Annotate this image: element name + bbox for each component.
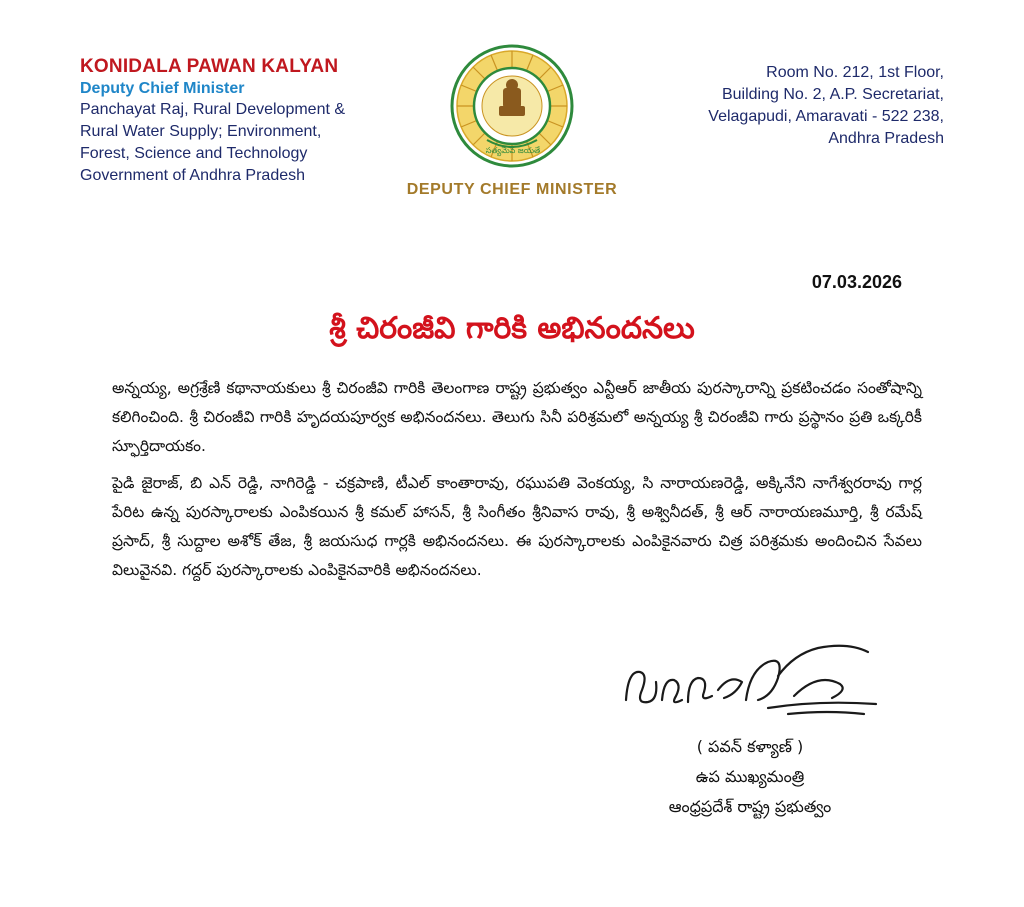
signatory-government: ఆంధ్రప్రదేశ్ రాష్ట్ర ప్రభుత్వం bbox=[668, 797, 832, 816]
letterhead-address bbox=[624, 62, 944, 150]
letter-date: 07.03.2026 bbox=[811, 272, 902, 292]
designation: Deputy Chief Minister bbox=[80, 80, 245, 97]
address-line: Velagapudi, Amaravati - 522 238, bbox=[708, 108, 944, 125]
address-line: Room No. 212, 1st Floor, bbox=[766, 64, 944, 81]
letterhead-left bbox=[80, 56, 400, 187]
body-paragraph: పైడి జైరాజ్, బి ఎన్ రెడ్డి, నాగిరెడ్డి - చక్రపాణి, టీఎల్ కాంతారావు, రఘుపతి వెంకయ్య, సి నారాయణరెడ్డి, అక్కినేని నాగేశ్వరరావు గార్ల పేరిట ఉన్న పురస్కారాలకు ఎంపికయిన శ్రీ కమల్ హాసన్, శ్రీ సింగీతం శ్రీనివాస రావు, శ్రీ అశ్వినీదత్, శ్రీ ఆర్ నారాయణమూర్తి, శ్రీ రమేష్ ప్రసాద్, శ్రీ సుద్దాల అశోక్ తేజ, శ్రీ జయసుధ గార్లకి అభినందనలు. ఈ పురస్కారాలకు ఎంపికైనవారు చిత్ర పరిశ్రమకు అందించిన సేవలు విలువైనవి. గద్దర్ పురస్కారాలకు ఎంపికైనవారికి అభినందనలు. bbox=[112, 474, 922, 579]
signoff-block bbox=[600, 732, 900, 822]
letter-body bbox=[112, 374, 922, 593]
emblem-motto: సత్యమేవ జయతే bbox=[485, 146, 541, 155]
emblem-caption: DEPUTY CHIEF MINISTER bbox=[406, 181, 618, 198]
portfolio-line: Rural Water Supply; Environment, bbox=[80, 123, 322, 140]
address-line: Building No. 2, A.P. Secretariat, bbox=[721, 86, 944, 103]
address-line: Andhra Pradesh bbox=[828, 130, 944, 147]
portfolio-line: Forest, Science and Technology bbox=[80, 145, 308, 162]
signature-image bbox=[618, 630, 880, 730]
body-paragraph: అన్నయ్య, అగ్రశ్రేణి కథానాయకులు శ్రీ చిరంజీవి గారికి తెలంగాణ రాష్ట్ర ప్రభుత్వం ఎన్టీఆర్ జాతీయ పురస్కారాన్ని ప్రకటించడం సంతోషాన్ని కలిగించింది. శ్రీ చిరంజీవి గారికి హృదయపూర్వక అభినందనలు. తెలుగు సినీ పరిశ్రమలో అన్నయ్య శ్రీ చిరంజీవి గారు ప్రస్థానం ప్రతి ఒక్కరికీ స్ఫూర్తిదాయకం. bbox=[112, 379, 922, 455]
letter-headline: శ్రీ చిరంజీవి గారికి అభినందనలు bbox=[329, 311, 695, 346]
signatory-title: ఉప ముఖ్యమంత్రి bbox=[695, 767, 805, 786]
minister-name: KONIDALA PAWAN KALYAN bbox=[80, 56, 339, 77]
portfolio-line: Government of Andhra Pradesh bbox=[80, 167, 306, 184]
portfolio-line: Panchayat Raj, Rural Development & bbox=[80, 101, 346, 118]
signatory-name: ( పవన్ కళ్యాణ్ ) bbox=[696, 737, 804, 756]
